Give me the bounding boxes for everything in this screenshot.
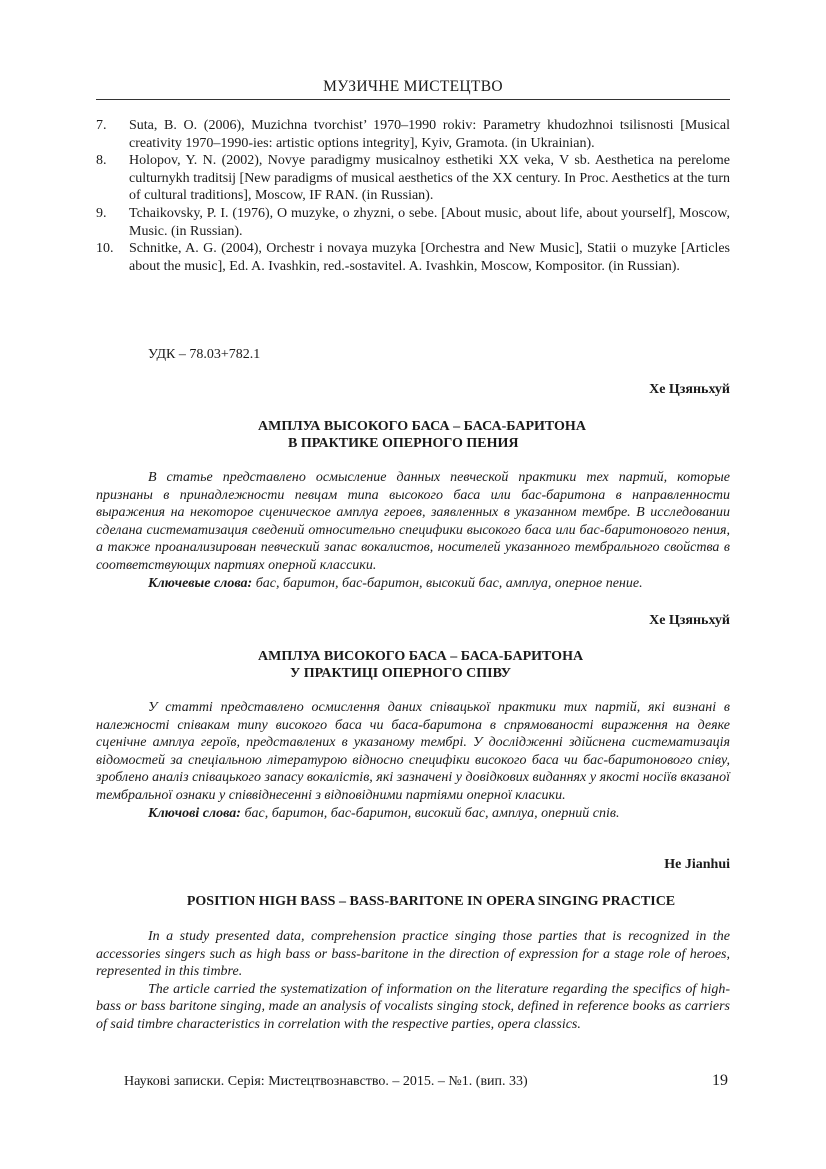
keywords-uk-text: бас, баритон, бас-баритон, високий бас, амплуа, оперний спів.	[240, 805, 620, 821]
footer-journal: Наукові записки. Серія: Мистецтвознавство. – 2015. – №1. (вип. 33)	[124, 1074, 528, 1089]
udk-code: УДК – 78.03+782.1	[148, 347, 261, 362]
abstract-ru	[96, 469, 730, 592]
abstract-en	[96, 928, 730, 1034]
abstract-uk-text: У статті представлено осмислення даних співацької практики тих партій, які визнані в належності співакам типу високого баса чи баса-баритона в спрямованості вираження на деяке сценічне амплуа героїв, представлених в указаному тембрі. У дослідженні здійснена систематизація відомостей за спеціальною літературою відносно специфіки високого баса чи бас-баритонового співу, зроблено аналіз співацького запасу вокалістів, які зазначені у довідкових виданнях у якості носіїв вказаної тембральної ознаки у співвіднесенні з відповідними партіями оперної класики.	[96, 700, 730, 803]
abstract-uk	[96, 699, 730, 822]
header-rule	[96, 99, 730, 100]
title-uk	[96, 648, 730, 682]
reference-list	[96, 117, 730, 275]
title-en	[96, 893, 730, 910]
reference-text: Holopov, Y. N. (2002), Novye paradigmy musicalnoy esthetiki XX veka, V sb. Aesthetica na perelome culturnykh traditsij [New paradigms of musical aesthetics of the XX century. In Proc. Aesthetics at the turn of cultural traditions], Moscow, IF RAN. (in Russian).	[129, 153, 730, 204]
author-en: He Jianhui	[664, 857, 730, 872]
reference-text: Suta, B. O. (2006), Muzichna tvorchist’ 1970–1990 rokiv: Parametry khudozhnoi tsilisnosti [Musical creativity 1970–1990-ies: artistic options integrity], Kyiv, Gramota. (in Ukrainian).	[129, 118, 730, 151]
reference-number: 10.	[96, 241, 114, 257]
reference-number: 8.	[96, 153, 107, 169]
running-header: МУЗИЧНЕ МИСТЕЦТВО	[323, 78, 503, 95]
page-number: 19	[712, 1072, 728, 1089]
abstract-en-paragraph-1: In a study presented data, comprehension practice singing those parties that is recognized in the accessories singers such as high bass or bass-baritone in the direction of expression for a stage role of heroes, represented in this timbre.	[96, 929, 730, 980]
keywords-uk-label: Ключові слова:	[148, 805, 241, 821]
keywords-uk	[96, 805, 730, 823]
keywords-ru-label: Ключевые слова:	[148, 575, 253, 591]
title-uk-line-1: АМПЛУА ВИСОКОГО БАСА – БАСА-БАРИТОНА	[258, 649, 584, 664]
reference-item	[96, 152, 730, 205]
abstract-en-paragraph-2: The article carried the systematization of information on the literature regarding the specifics of high-bass or bass baritone singing, made an analysis of vocalists singing stock, defined in reference books as carriers of said timbre characteristics in correlation with the respective parties, opera classics.	[96, 981, 730, 1032]
reference-text: Schnitke, A. G. (2004), Orchestr i novaya muzyka [Orchestra and New Music], Statii o muzyke [Articles about the music], Ed. A. Ivashkin, red.-sostavitel. A. Ivashkin, Moscow, Kompositor. (in Russian).	[129, 241, 730, 274]
keywords-ru-text: бас, баритон, бас-баритон, высокий бас, амплуа, оперное пение.	[252, 575, 643, 591]
reference-number: 7.	[96, 118, 107, 133]
author-uk: Хе Цзяньхуй	[649, 613, 730, 628]
title-ru	[96, 418, 730, 452]
reference-item	[96, 240, 730, 275]
reference-item	[96, 117, 730, 152]
author-ru: Хе Цзяньхуй	[649, 382, 730, 397]
reference-number: 9.	[96, 205, 107, 221]
title-ru-line-2: В ПРАКТИКЕ ОПЕРНОГО ПЕНИЯ	[288, 436, 519, 451]
title-en-line: POSITION HIGH BASS – BASS-BARITONE IN OPERA SINGING PRACTICE	[186, 894, 676, 909]
reference-item	[96, 205, 730, 240]
title-uk-line-2: У ПРАКТИЦІ ОПЕРНОГО СПІВУ	[290, 666, 512, 681]
keywords-ru	[96, 575, 730, 593]
title-ru-line-1: АМПЛУА ВЫСОКОГО БАСА – БАСА-БАРИТОНА	[258, 419, 586, 434]
reference-text: Tchaikovsky, P. I. (1976), O muzyke, o zhyzni, o sebe. [About music, about life, about yourself], Moscow, Music. (in Russian).	[129, 205, 730, 239]
abstract-ru-text: В статье представлено осмысление данных певческой практики тех партий, которые признаны в принадлежности певцам типа высокого баса или бас-баритона в направленности выражения на некоторое сценическое амплуа героев, заявленных в указанном тембре. В исследовании сделана систематизация сведений относительно специфики высокого баса или бас-баритонового пения, а также проанализирован певческий запас вокалистов, носителей указанного тембрального свойства в соответствующих партиях оперной классики.	[96, 470, 730, 573]
